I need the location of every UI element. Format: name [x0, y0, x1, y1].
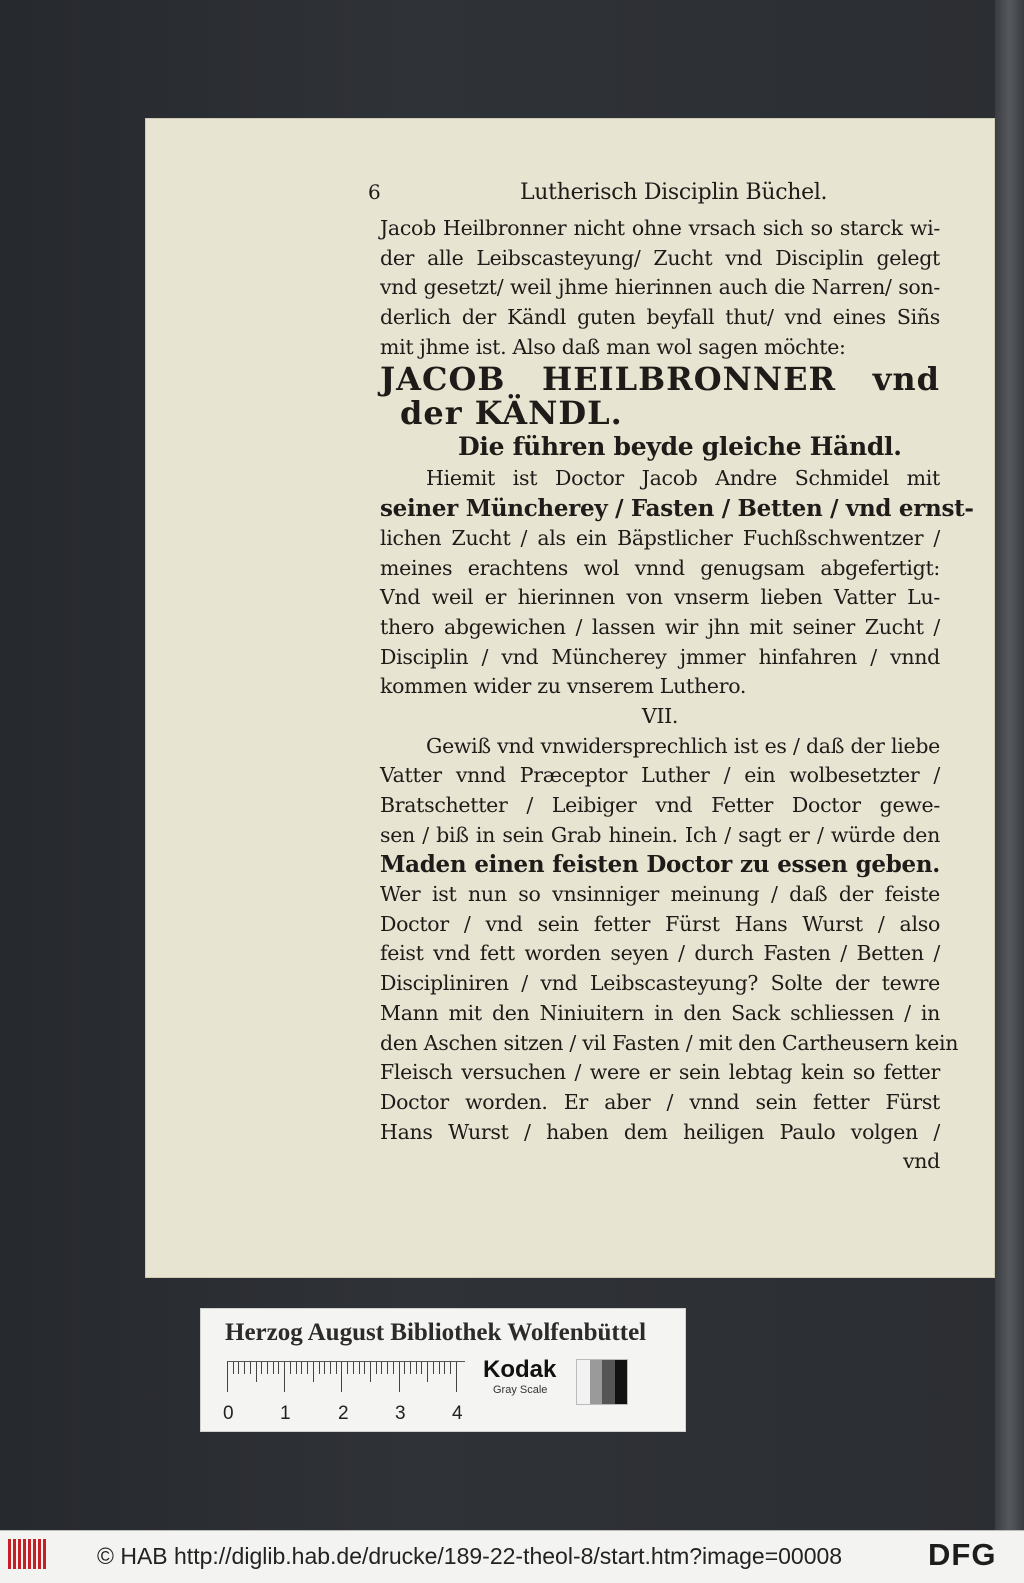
ruler — [227, 1361, 465, 1398]
ruler-tick — [341, 1362, 342, 1392]
ruler-tick — [427, 1362, 428, 1382]
text-line: Hiemit ist Doctor Jacob Andre Schmidel mit — [426, 466, 940, 491]
running-title: Lutherisch Disciplin Büchel. — [520, 180, 828, 205]
hab-logo-icon — [8, 1539, 48, 1569]
dfg-logo: DFG — [928, 1537, 997, 1572]
ruler-tick — [330, 1362, 331, 1374]
text-line: lichen Zucht / als ein Bäpstlicher Fuchßschwentzer / — [380, 525, 940, 550]
text-line: Bratschetter / Leibiger vnd Fetter Doctor gewe- — [380, 793, 940, 817]
ruler-tick — [244, 1362, 245, 1374]
text-line: Doctor worden. Er aber / vnnd sein fetter Fürst — [380, 1089, 940, 1114]
text-line: Hans Wurst / haben dem heiligen Paulo volgen / — [380, 1119, 940, 1144]
text-line: meines erachtens wol vnnd genugsam abgefertigt: — [380, 555, 940, 580]
text-line: Maden einen feisten Doctor zu essen geben. — [380, 851, 940, 879]
ruler-tick — [261, 1362, 262, 1374]
ruler-tick — [233, 1362, 234, 1374]
gray-scale-patch — [576, 1359, 628, 1405]
ruler-tick — [284, 1362, 285, 1392]
ruler-tick — [336, 1362, 337, 1374]
text-line: Vatter vnnd Præceptor Luther / ein wolbesetzter / — [380, 763, 940, 788]
text-line: Mann mit den Niniuitern in den Sack schliessen / in — [380, 1000, 940, 1025]
gray-scale-label: Gray Scale — [493, 1384, 548, 1396]
ruler-tick — [421, 1362, 422, 1374]
ruler-number: 2 — [338, 1403, 349, 1424]
ruler-tick — [319, 1362, 320, 1374]
ruler-number: 4 — [452, 1403, 463, 1424]
text-line: derlich der Kändl guten beyfall thut/ vnd eines Siñs — [380, 305, 940, 330]
text-line: seiner Müncherey / Fasten / Betten / vnd ernst- — [380, 495, 974, 523]
text-line: vnd gesetzt/ weil jhme hierinnen auch die Narren/ son- — [380, 275, 940, 300]
subheading-line: Die führen beyde gleiche Händl. — [458, 432, 902, 462]
ruler-tick — [387, 1362, 388, 1374]
ruler-tick — [256, 1362, 257, 1382]
heading-line: der KÄNDL. — [400, 394, 623, 433]
ruler-tick — [290, 1362, 291, 1374]
page-number: 6 — [368, 180, 381, 204]
ruler-number: 0 — [223, 1403, 234, 1424]
ruler-tick — [353, 1362, 354, 1374]
ruler-tick — [296, 1362, 297, 1374]
ruler-tick — [399, 1362, 400, 1392]
footer-url[interactable]: © HAB http://diglib.hab.de/drucke/189-22-theol-8/start.htm?image=00008 — [97, 1543, 843, 1569]
text-line: Discipliniren / vnd Leibscasteyung? Solte der tewre — [380, 971, 940, 996]
kodak-logo: Kodak — [483, 1356, 557, 1383]
text-line: Fleisch versuchen / were er sein lebtag kein so fetter — [380, 1060, 940, 1085]
text-line: kommen wider zu vnserem Luthero. — [380, 674, 747, 699]
ruler-tick — [410, 1362, 411, 1374]
ruler-tick — [416, 1362, 417, 1374]
heading-line: JACOB HEILBRONNER vnd — [380, 360, 940, 399]
ruler-tick — [278, 1362, 279, 1374]
catchword: vnd — [902, 1149, 940, 1174]
ruler-tick — [381, 1362, 382, 1374]
ruler-tick — [313, 1362, 314, 1382]
footer-bar — [0, 1530, 1024, 1583]
ruler-tick — [324, 1362, 325, 1374]
text-line: Disciplin / vnd Müncherey jmmer hinfahren / vnnd — [380, 644, 940, 669]
text-line: Jacob Heilbronner nicht ohne vrsach sich so starck wi- — [380, 216, 940, 240]
text-line: den Aschen sitzen / vil Fasten / mit den Cartheusern kein — [380, 1030, 959, 1055]
text-line: mit jhme ist. Also daß man wol sagen möchte: — [380, 334, 846, 359]
ruler-tick — [250, 1362, 251, 1374]
page-header — [368, 178, 940, 214]
text-line: thero abgewichen / lassen wir jhn mit seiner Zucht / — [380, 614, 940, 639]
ruler-tick — [456, 1362, 457, 1392]
ruler-tick — [450, 1362, 451, 1374]
text-line: Wer ist nun so vnsinniger meinung / daß der feiste — [380, 882, 940, 907]
ruler-tick — [347, 1362, 348, 1374]
ruler-tick — [301, 1362, 302, 1374]
library-name: Herzog August Bibliothek Wolfenbüttel — [225, 1319, 647, 1346]
ruler-tick — [307, 1362, 308, 1374]
ruler-tick — [439, 1362, 440, 1374]
ruler-tick — [359, 1362, 360, 1374]
section-number: VII. — [641, 703, 679, 728]
ruler-tick — [364, 1362, 365, 1374]
text-line: Doctor / vnd sein fetter Fürst Hans Wurst / also — [380, 911, 940, 936]
ruler-tick — [376, 1362, 377, 1374]
text-line: der alle Leibscasteyung/ Zucht vnd Disciplin gelegt — [380, 245, 940, 270]
ruler-tick — [227, 1362, 228, 1392]
text-line: sen / biß in sein Grab hinein. Ich / sagt er / würde den — [380, 822, 940, 847]
ruler-tick — [370, 1362, 371, 1382]
ruler-tick — [404, 1362, 405, 1374]
ruler-number: 3 — [395, 1403, 406, 1424]
ruler-number: 1 — [280, 1403, 291, 1424]
text-line: feist vnd fett worden seyen / durch Fasten / Betten / — [380, 941, 940, 966]
ruler-tick — [273, 1362, 274, 1374]
ruler-tick — [238, 1362, 239, 1374]
color-calibration-bar — [200, 1308, 686, 1432]
page-text — [368, 178, 974, 1177]
ruler-tick — [267, 1362, 268, 1374]
ruler-tick — [393, 1362, 394, 1374]
text-line: Gewiß vnd vnwidersprechlich ist es / daß der liebe — [426, 733, 940, 758]
book-spine-edge — [995, 0, 1024, 1540]
ruler-tick — [444, 1362, 445, 1374]
ruler-tick — [433, 1362, 434, 1374]
text-line: Vnd weil er hierinnen von vnserm lieben Vatter Lu- — [380, 585, 940, 610]
